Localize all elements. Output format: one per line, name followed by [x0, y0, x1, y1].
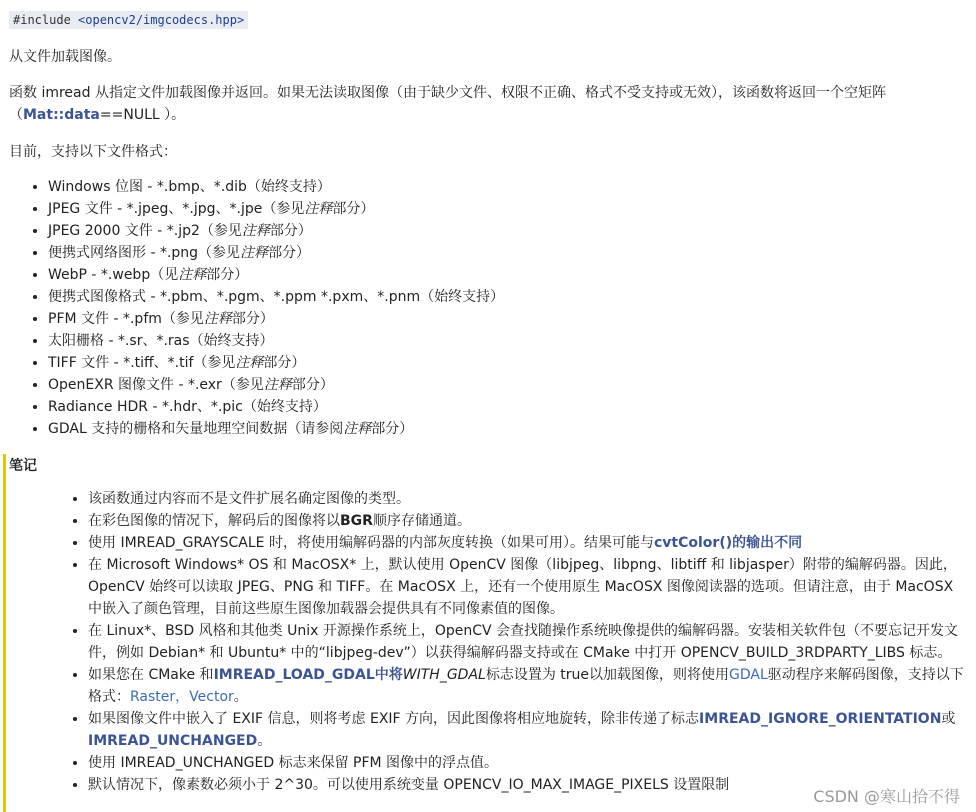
vector-link[interactable]: Vector	[189, 689, 234, 705]
summary-text: 从文件加载图像。	[9, 49, 121, 65]
note-text: 。	[257, 733, 272, 749]
description-part: 函数 imread 从指定文件加载图像并返回。如果无法读取图像（由于缺少文件、权限不正确、格式不受支持或无效），该函数将返回一个空矩阵（	[9, 85, 886, 123]
format-text: 太阳栅格 - *.sr、*.ras（始终支持）	[48, 333, 274, 349]
format-text: WebP - *.webp（见	[48, 267, 179, 283]
format-item	[48, 220, 948, 242]
notes-ref: 注释	[241, 223, 270, 239]
csdn-watermark: CSDN @寒山拾不得	[813, 787, 960, 806]
format-item	[48, 308, 948, 330]
note-item: • 默认情况下，像素数必须小于 2^30。可以使用系统变量 OPENCV_IO_MAX_IMAGE_PIXELS 设置限制	[88, 774, 968, 796]
note-item	[88, 708, 968, 752]
imread-unchanged-link[interactable]: IMREAD_UNCHANGED	[88, 733, 258, 749]
notes-ref: 注释	[235, 355, 264, 371]
notes-ref: 注释	[178, 267, 207, 283]
format-text: GDAL 支持的栅格和矢量地理空间数据（请参阅	[48, 421, 344, 437]
imread-ignore-orientation-link[interactable]: IMREAD_IGNORE_ORIENTATION	[699, 711, 942, 727]
format-item	[48, 198, 948, 220]
include-header: <opencv2/imgcodecs.hpp>	[78, 13, 245, 27]
note-text: 如果您在 CMake 和	[88, 667, 214, 683]
description-text	[9, 82, 964, 126]
note-item	[88, 664, 968, 708]
cvtcolor-link[interactable]: cvtColor()的输出不同	[653, 535, 803, 551]
notes-ref: 注释	[343, 421, 372, 437]
note-text: 标志设置为 true以加载图像，则将使用	[485, 667, 730, 683]
notes-section	[0, 450, 976, 812]
note-text: 在彩色图像的情况下，解码后的图像将以	[88, 513, 340, 529]
formats-intro: 目前，支持以下文件格式：	[9, 144, 177, 160]
raster-link[interactable]: Raster	[130, 689, 176, 705]
format-text-end: 部分）	[206, 267, 249, 283]
format-text-end: 部分）	[268, 245, 311, 261]
note-text: 。	[233, 689, 248, 705]
note-item: • 使用 IMREAD_UNCHANGED 标志来保留 PFM 图像中的浮点值。	[88, 752, 968, 774]
format-text: 便携式图像格式 - *.pbm、*.pgm、*.ppm *.pxm、*.pnm（始终支持）	[48, 289, 505, 305]
format-text: OpenEXR 图像文件 - *.exr（参见	[48, 377, 264, 393]
include-code	[9, 11, 248, 29]
notes-ref: 注释	[203, 311, 232, 327]
format-item	[48, 396, 948, 418]
format-text-end: 部分）	[263, 355, 306, 371]
format-text: JPEG 文件 - *.jpeg、*.jpg、*.jpe（参见	[48, 201, 305, 217]
formats-list	[30, 176, 948, 440]
format-text: PFM 文件 - *.pfm（参见	[48, 311, 204, 327]
note-item: • 在 Microsoft Windows* OS 和 MacOSX* 上，默认使用 OpenCV 图像（libjpeg、libpng、libtiff 和 libjasper）附带的编解码器。因此，OpenCV 始终可以读取 JPEG、PNG 和 TIFF。在 MacOSX 上，还有一个使用原生 MacOSX 图像阅读器的选项。但请注意，由于 MacOSX 中嵌入了颜色管理，目前这些原生图像加载器会提供具有不同像素值的图像。	[88, 554, 968, 620]
bgr-text: BGR	[340, 513, 373, 529]
include-prefix: #include	[13, 13, 79, 27]
format-text: JPEG 2000 文件 - *.jp2（参见	[48, 223, 242, 239]
note-text: 或	[941, 711, 956, 727]
notes-bar	[3, 454, 6, 812]
description-end: ==NULL ）。	[99, 107, 186, 123]
notes-title: 笔记	[9, 458, 37, 474]
note-item: • 在 Linux*、BSD 风格和其他类 Unix 开源操作系统上，OpenCV 会查找随操作系统映像提供的编解码器。安装相关软件包（不要忘记开发文件，例如 Debian* 和 Ubuntu* 中的“libjpeg-dev”）以获得编解码器支持或在 CMake 中打开 OPENCV_BUILD_3RDPARTY_LIBS 标志。	[88, 620, 968, 664]
format-item	[48, 330, 948, 352]
note-item: • 该函数通过内容而不是文件扩展名确定图像的类型。	[88, 488, 968, 510]
gdal-link[interactable]: GDAL	[729, 667, 768, 683]
with-gdal-text: WITH_GDAL	[402, 667, 486, 683]
format-item	[48, 176, 948, 198]
mat-data-link[interactable]: Mat::data	[23, 107, 100, 123]
note-text: 使用 IMREAD_GRAYSCALE 时，将使用编解码器的内部灰度转换（如果可用）。结果可能与	[88, 535, 654, 551]
format-text-end: 部分）	[332, 201, 375, 217]
format-text-end: 部分）	[269, 223, 312, 239]
format-text: 便携式网络图形 - *.png（参见	[48, 245, 241, 261]
format-item	[48, 374, 948, 396]
format-text-end: 部分）	[371, 421, 414, 437]
notes-list	[70, 488, 968, 796]
notes-ref: 注释	[263, 377, 292, 393]
note-text: 驱动程序来解码图像，支持以下格式：	[88, 667, 964, 705]
format-text-end: 部分）	[231, 311, 274, 327]
format-text-end: 部分）	[291, 377, 334, 393]
note-text: 如果图像文件中嵌入了 EXIF 信息，则将考虑 EXIF 方向，因此图像将相应地旋转，除非传递了标志	[88, 711, 700, 727]
format-item	[48, 352, 948, 374]
note-item	[88, 510, 968, 532]
format-item	[48, 264, 948, 286]
format-text: Windows 位图 - *.bmp、*.dib（始终支持）	[48, 179, 331, 195]
format-item	[48, 242, 948, 264]
format-item	[48, 418, 948, 440]
notes-ref: 注释	[304, 201, 333, 217]
note-item	[88, 532, 968, 554]
notes-ref: 注释	[240, 245, 269, 261]
format-text: Radiance HDR - *.hdr、*.pic（始终支持）	[48, 399, 327, 415]
format-text: TIFF 文件 - *.tiff、*.tif（参见	[48, 355, 236, 371]
format-item	[48, 286, 948, 308]
imread-load-gdal-link[interactable]: IMREAD_LOAD_GDAL中将	[213, 667, 403, 683]
link-separator: ，	[175, 689, 190, 705]
note-text: 顺序存储通道。	[372, 513, 471, 529]
